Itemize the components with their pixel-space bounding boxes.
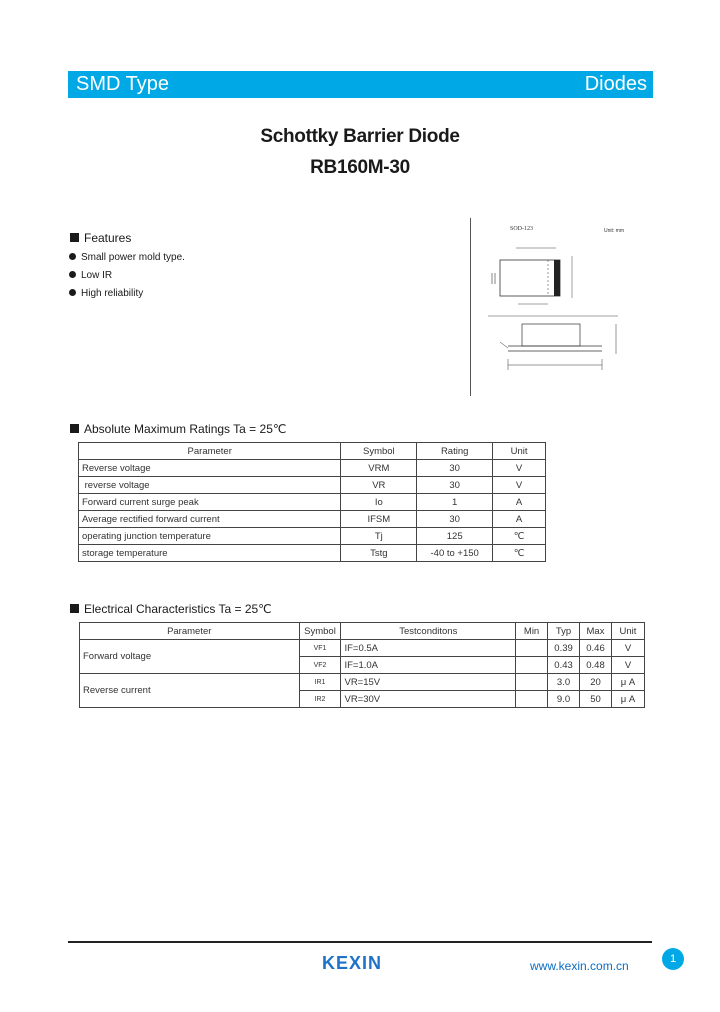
header-category: SMD Type — [76, 73, 169, 95]
symbol-cell: VRM — [341, 460, 417, 477]
max-cell: 0.48 — [580, 657, 612, 674]
header-product-family: Diodes — [584, 73, 647, 95]
table-header-row — [80, 623, 645, 640]
min-cell — [516, 640, 548, 657]
feature-item — [69, 270, 112, 281]
column-header: Symbol — [341, 443, 417, 460]
column-header: Unit — [493, 443, 546, 460]
column-header: Unit — [611, 623, 644, 640]
unit-cell: V — [611, 640, 644, 657]
package-body-top-view — [500, 260, 560, 296]
symbol-cell: Tj — [341, 528, 417, 545]
column-header: Rating — [417, 443, 493, 460]
symbol-cell: VR — [341, 477, 417, 494]
feature-text: High reliability — [81, 288, 144, 299]
feature-item — [69, 252, 185, 263]
elec-char-heading-label: Electrical Characteristics Ta = 25℃ — [84, 602, 272, 616]
dot-bullet-icon — [69, 271, 76, 278]
param-cell: Forward current surge peak — [79, 494, 341, 511]
symbol-cell: VF2 — [299, 657, 341, 674]
package-name: SOD-123 — [510, 226, 534, 232]
square-bullet-icon — [70, 424, 79, 433]
package-outline-drawing — [478, 218, 638, 378]
abs-max-heading — [70, 422, 286, 436]
dot-bullet-icon — [69, 289, 76, 296]
header-band — [68, 71, 653, 98]
unit-cell: V — [493, 460, 546, 477]
max-cell: 20 — [580, 674, 612, 691]
symbol-cell: Io — [341, 494, 417, 511]
rating-cell: -40 to +150 — [417, 545, 493, 562]
param-cell: storage temperature — [79, 545, 341, 562]
package-body-side-view — [522, 324, 580, 346]
feature-item — [69, 288, 143, 299]
min-cell — [516, 691, 548, 708]
table-row — [79, 545, 546, 562]
param-cell: Forward voltage — [80, 640, 300, 674]
footer-divider — [68, 941, 652, 943]
dot-bullet-icon — [69, 253, 76, 260]
param-cell: reverse voltage — [79, 477, 341, 494]
company-logo: KEXIN — [322, 953, 383, 973]
param-cell: Average rectified forward current — [79, 511, 341, 528]
unit-cell: μ A — [611, 691, 644, 708]
part-number: RB160M-30 — [310, 157, 410, 178]
min-cell — [516, 657, 548, 674]
features-heading-label: Features — [84, 231, 132, 245]
feature-text: Low IR — [81, 270, 113, 281]
abs-max-table — [78, 442, 546, 562]
condition-cell: VR=15V — [341, 674, 516, 691]
table-row — [80, 674, 645, 691]
rating-cell: 30 — [417, 477, 493, 494]
square-bullet-icon — [70, 233, 79, 242]
unit-cell: ℃ — [493, 528, 546, 545]
table-row — [79, 477, 546, 494]
symbol-cell: IR2 — [299, 691, 341, 708]
elec-char-heading — [70, 602, 272, 616]
column-header: Typ — [548, 623, 580, 640]
max-cell: 0.46 — [580, 640, 612, 657]
condition-cell: IF=0.5A — [341, 640, 516, 657]
unit-cell: A — [493, 494, 546, 511]
table-row — [79, 511, 546, 528]
unit-cell: A — [493, 511, 546, 528]
column-header: Parameter — [80, 623, 300, 640]
param-cell: operating junction temperature — [79, 528, 341, 545]
column-header: Testconditons — [341, 623, 516, 640]
column-header: Max — [580, 623, 612, 640]
param-cell: Reverse current — [80, 674, 300, 708]
symbol-cell: IR1 — [299, 674, 341, 691]
typ-cell: 0.43 — [548, 657, 580, 674]
column-header: Parameter — [79, 443, 341, 460]
typ-cell: 9.0 — [548, 691, 580, 708]
elec-char-table — [79, 622, 645, 708]
symbol-cell: IFSM — [341, 511, 417, 528]
rating-cell: 30 — [417, 511, 493, 528]
unit-cell: μ A — [611, 674, 644, 691]
website-link[interactable]: www.kexin.com.cn — [530, 959, 629, 973]
table-row — [79, 460, 546, 477]
max-cell: 50 — [580, 691, 612, 708]
column-header: Symbol — [299, 623, 341, 640]
typ-cell: 3.0 — [548, 674, 580, 691]
feature-text: Small power mold type. — [81, 252, 185, 263]
package-unit: Unit: mm — [604, 228, 624, 234]
features-heading — [70, 231, 131, 245]
column-header: Min — [516, 623, 548, 640]
rating-cell: 30 — [417, 460, 493, 477]
min-cell — [516, 674, 548, 691]
condition-cell: VR=30V — [341, 691, 516, 708]
rating-cell: 125 — [417, 528, 493, 545]
unit-cell: V — [493, 477, 546, 494]
drawing-divider — [470, 218, 471, 396]
table-row — [80, 640, 645, 657]
typ-cell: 0.39 — [548, 640, 580, 657]
unit-cell: V — [611, 657, 644, 674]
unit-cell: ℃ — [493, 545, 546, 562]
condition-cell: IF=1.0A — [341, 657, 516, 674]
table-header-row — [79, 443, 546, 460]
table-row — [79, 528, 546, 545]
cathode-band — [554, 260, 560, 296]
symbol-cell: VF1 — [299, 640, 341, 657]
symbol-cell: Tstg — [341, 545, 417, 562]
rating-cell: 1 — [417, 494, 493, 511]
page-number-badge: 1 — [662, 948, 684, 970]
table-row — [79, 494, 546, 511]
document-title: Schottky Barrier Diode — [260, 126, 460, 147]
param-cell: Reverse voltage — [79, 460, 341, 477]
square-bullet-icon — [70, 604, 79, 613]
abs-max-heading-label: Absolute Maximum Ratings Ta = 25℃ — [84, 422, 287, 436]
